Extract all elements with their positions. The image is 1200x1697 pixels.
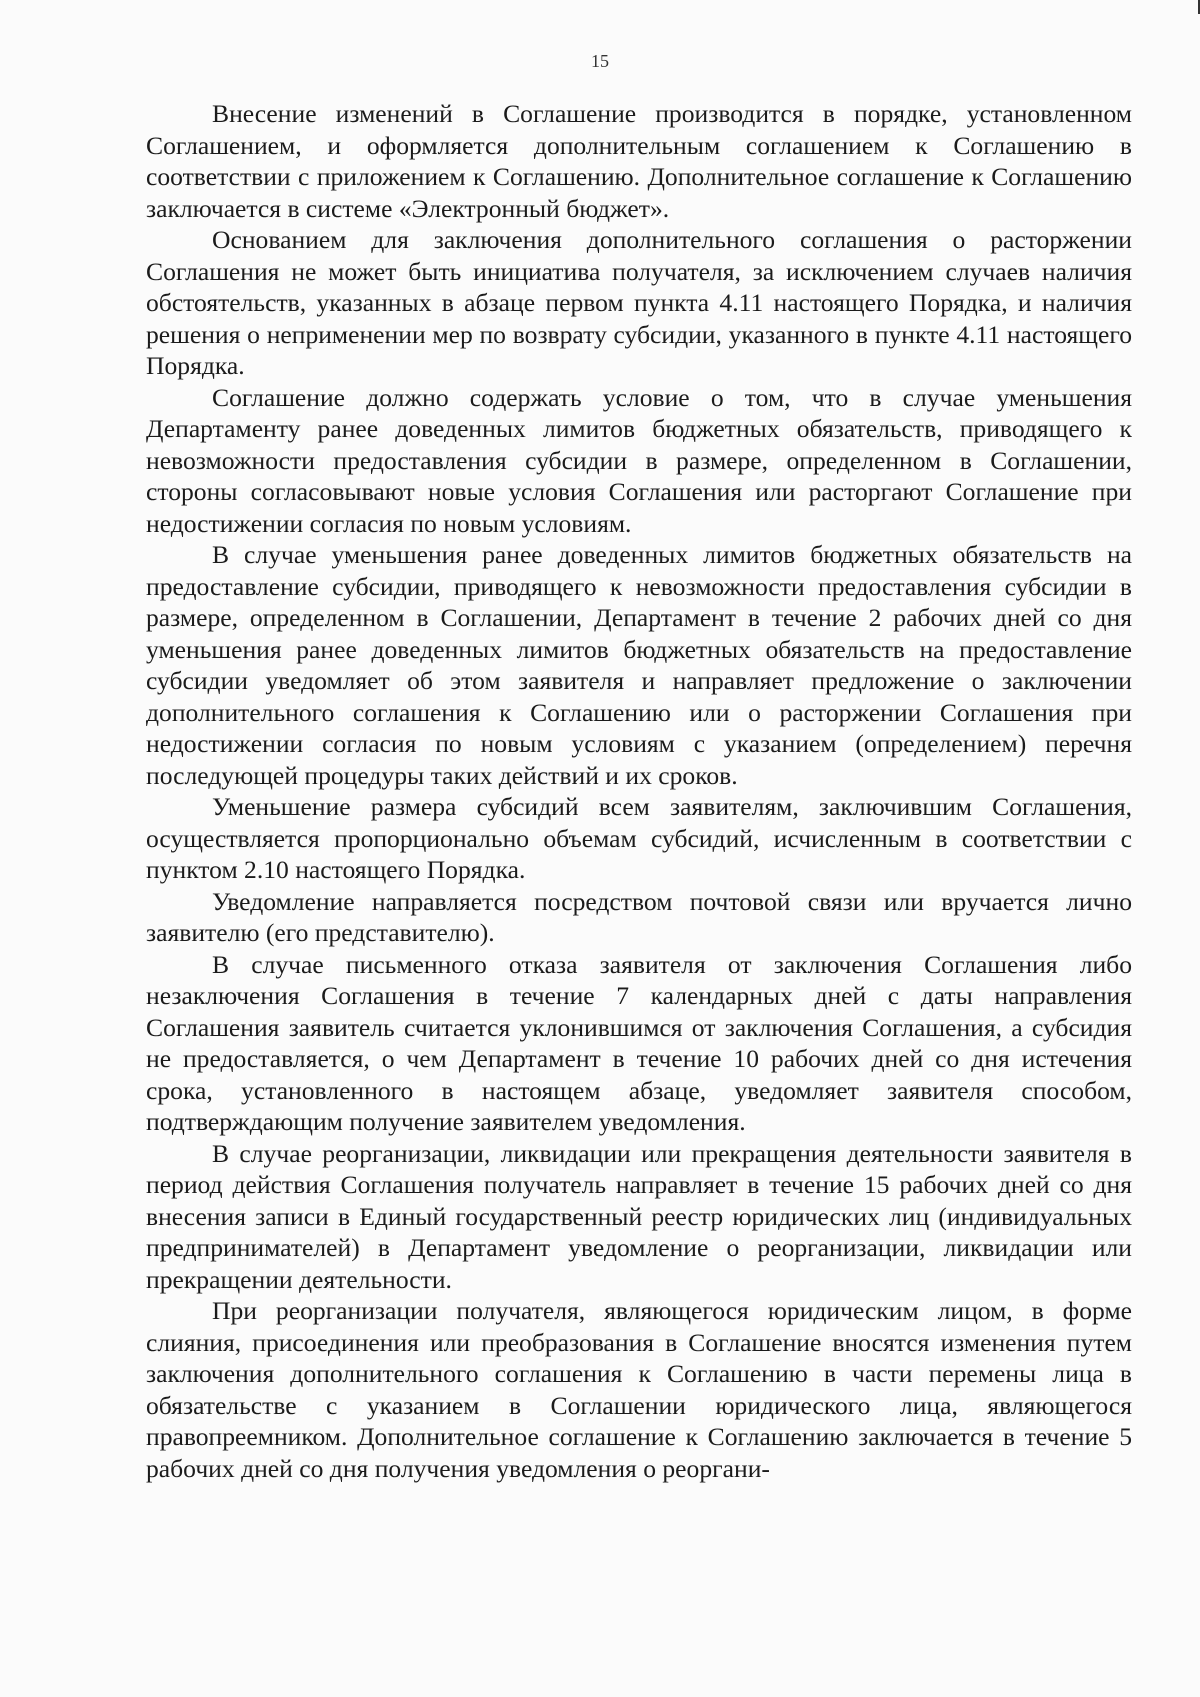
page-number: 15 bbox=[591, 51, 609, 71]
paragraph-subsidy-reduction: Уменьшение размера субсидий всем заявителям, заключившим Соглашения, осуществляется пропорционально объемам субсидий, исчисленным в соответствии с пунктом 2.10 настоящего Порядка. bbox=[146, 792, 1132, 884]
paragraph-reorganization-notice: В случае реорганизации, ликвидации или прекращения деятельности заявителя в период действия Соглашения получатель направляет в течение 15 рабочих дней со дня внесения записи в Единый государственный реестр юридических лиц (индивидуальных предпринимателей) в Департамент уведомление о реорганизации, ликвидации или прекращении деятельности. bbox=[146, 1138, 1132, 1294]
paragraph-limits-condition: Соглашение должно содержать условие о том, что в случае уменьшения Департаменту ранее доведенных лимитов бюджетных обязательств, приводящего к невозможности предоставления субсидии в размере, определенном в Соглашении, стороны согласовывают новые условия Соглашения или расторгают Соглашение при недостижении согласия по новым условиям. bbox=[146, 382, 1132, 538]
paragraph-termination-grounds: Основанием для заключения дополнительного соглашения о расторжении Соглашения не может быть инициатива получателя, за исключением случаев наличия обстоятельств, указанных в абзаце первом пункта 4.11 настоящего Порядка, и наличия решения о неприменении мер по возврату субсидии, указанного в пункте 4.11 настоящего Порядка. bbox=[146, 225, 1132, 380]
paragraph-amendments: Внесение изменений в Соглашение производится в порядке, установленном Соглашением, и оформляется дополнительным соглашением к Соглашению в соответствии с приложением к Соглашению. Дополнительное соглашение к Соглашению заключается в системе «Электронный бюджет». bbox=[146, 99, 1132, 223]
scan-edge-mark bbox=[1192, 0, 1200, 14]
paragraph-refusal: В случае письменного отказа заявителя от заключения Соглашения либо незаключения Соглашения в течение 7 календарных дней с даты направления Соглашения заявитель считается уклонившимся от заключения Соглашения, а субсидия не предоставляется, о чем Департамент в течение 10 рабочих дней со дня истечения срока, установленного в настоящем абзаце, уведомляет заявителя способом, подтверждающим получение заявителем уведомления. bbox=[146, 949, 1132, 1136]
paragraph-notification-delivery: Уведомление направляется посредством почтовой связи или вручается лично заявителю (его представителю). bbox=[146, 886, 1132, 947]
paragraph-limits-reduction: В случае уменьшения ранее доведенных лимитов бюджетных обязательств на предоставление субсидии, приводящего к невозможности предоставления субсидии в размере, определенном в Соглашении, Департамент в течение 2 рабочих дней со дня уменьшения ранее доведенных лимитов бюджетных обязательств на предоставление субсидии уведомляет об этом заявителя и направляет предложение о заключении дополнительного соглашения к Соглашению или о расторжении Соглашения при недостижении согласия по новым условиям с указанием (определением) перечня последующей процедуры таких действий и их сроков. bbox=[146, 540, 1132, 790]
document-body bbox=[146, 98, 1132, 1484]
paragraph-legal-successor: При реорганизации получателя, являющегося юридическим лицом, в форме слияния, присоединения или преобразования в Соглашение вносятся изменения путем заключения дополнительного соглашения к Соглашению в части перемены лица в обязательстве с указанием в Соглашении юридического лица, являющегося правопреемником. Дополнительное соглашение к Соглашению заключается в течение 5 рабочих дней со дня получения уведомления о реоргани- bbox=[146, 1296, 1132, 1483]
